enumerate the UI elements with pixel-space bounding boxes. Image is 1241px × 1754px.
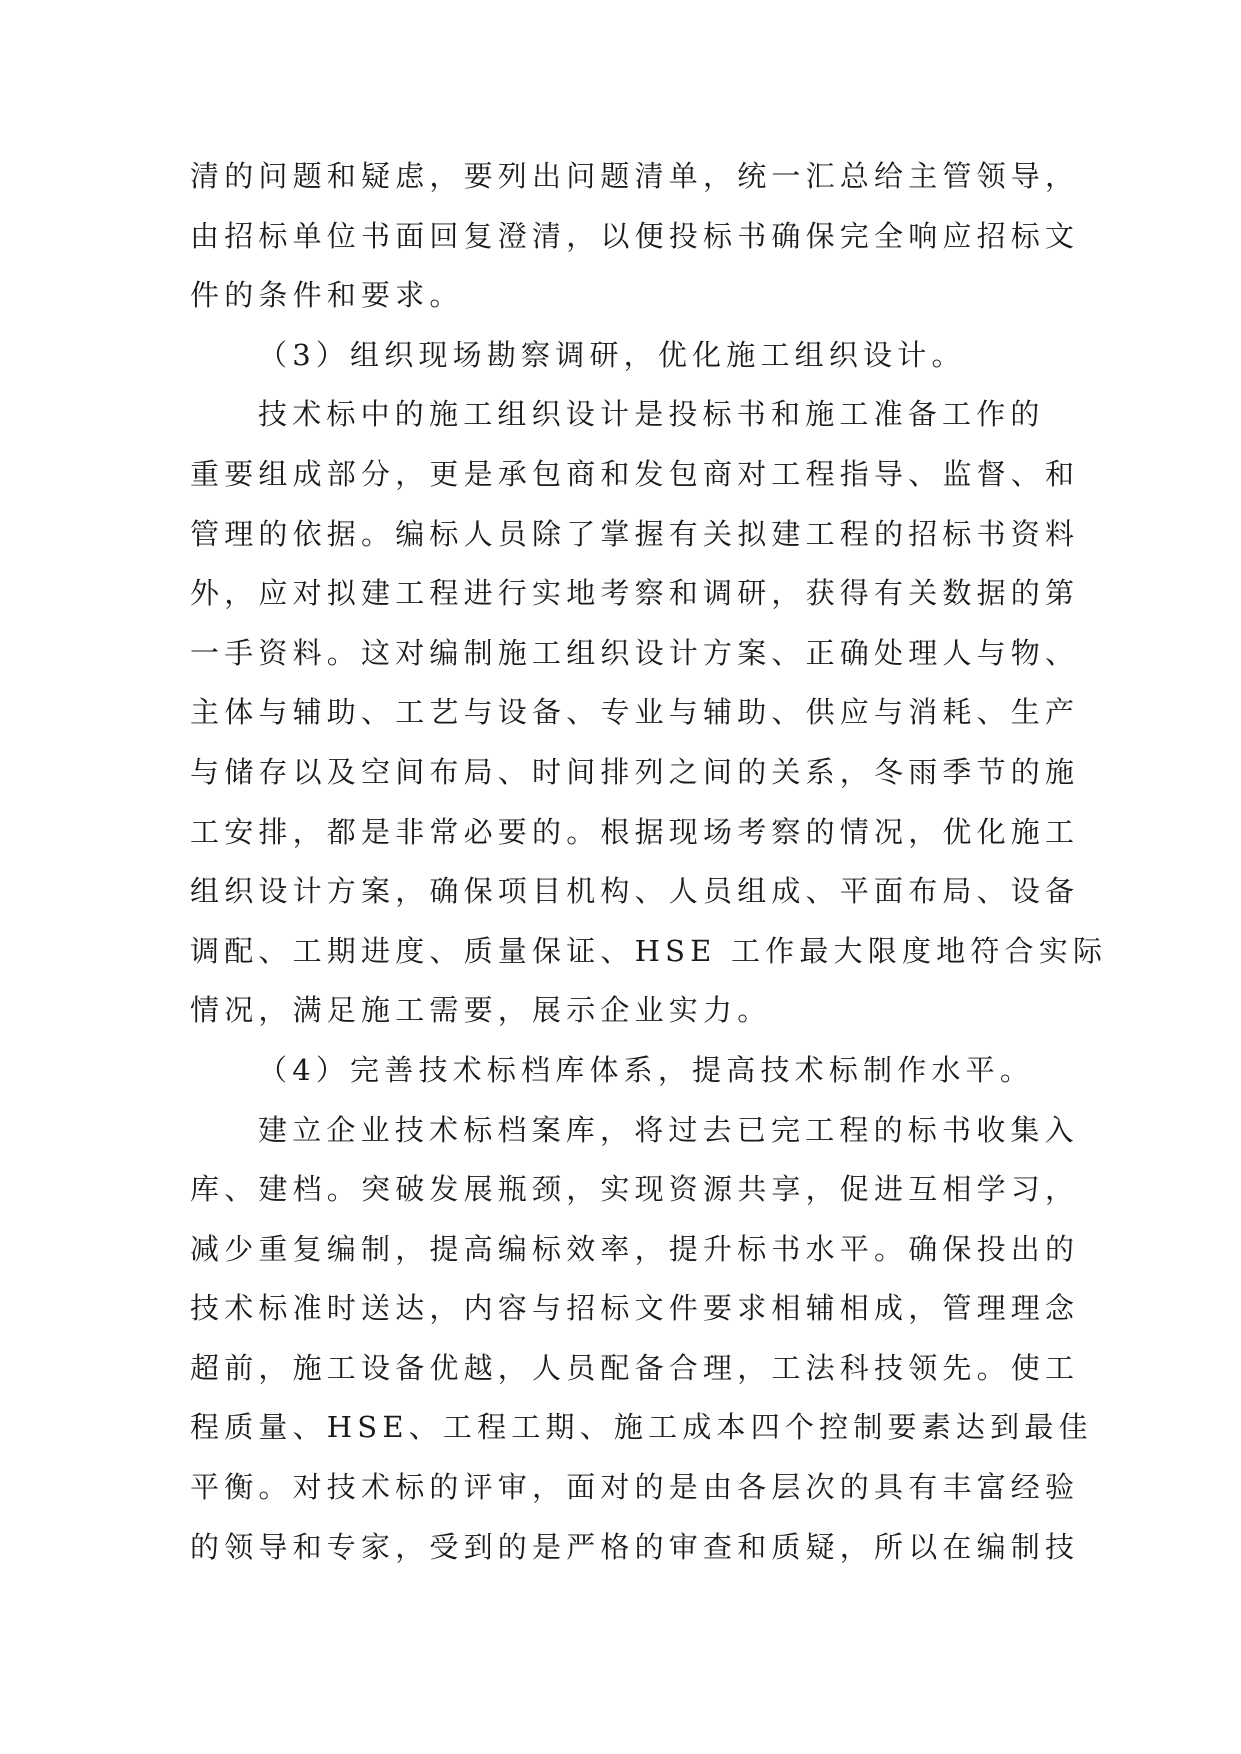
- text-line: 一手资料。这对编制施工组织设计方案、正确处理人与物、: [190, 635, 1080, 670]
- document-body: [190, 147, 1108, 1577]
- text-line: 主体与辅助、工艺与设备、专业与辅助、供应与消耗、生产: [190, 695, 1080, 730]
- text-line: 库、建档。突破发展瓶颈，实现资源共享，促进互相学习，: [190, 1172, 1080, 1207]
- text-line: 程质量、HSE、工程工期、施工成本四个控制要素达到最佳: [190, 1410, 1093, 1445]
- paragraph-first-line: 建立企业技术标档案库，将过去已完工程的标书收集入: [258, 1112, 1079, 1147]
- text-line: 减少重复编制，提高编标效率，提升标书水平。确保投出的: [190, 1231, 1080, 1266]
- text-line: 清的问题和疑虑，要列出问题清单，统一汇总给主管领导，: [190, 159, 1080, 193]
- section-heading-3: （3）组织现场勘察调研，优化施工组织设计。: [258, 337, 966, 372]
- text-line: 与储存以及空间布局、时间排列之间的关系，冬雨季节的施: [190, 754, 1080, 789]
- text-line: 由招标单位书面回复澄清，以便投标书确保完全响应招标文: [190, 218, 1080, 253]
- text-line: 工安排，都是非常必要的。根据现场考察的情况，优化施工: [190, 814, 1080, 849]
- text-line: 件的条件和要求。: [190, 278, 464, 313]
- text-line: 情况，满足施工需要，展示企业实力。: [190, 993, 772, 1028]
- paragraph-first-line: 技术标中的施工组织设计是投标书和施工准备工作的: [258, 397, 1045, 432]
- text-line: 组织设计方案，确保项目机构、人员组成、平面布局、设备: [190, 874, 1080, 909]
- text-line: 平衡。对技术标的评审，面对的是由各层次的具有丰富经验: [190, 1470, 1080, 1505]
- text-line: 管理的依据。编标人员除了掌握有关拟建工程的招标书资料: [190, 516, 1080, 551]
- text-line: 技术标准时送达，内容与招标文件要求相辅相成，管理理念: [190, 1291, 1080, 1326]
- text-line: 超前，施工设备优越，人员配备合理，工法科技领先。使工: [190, 1350, 1080, 1385]
- text-line: 的领导和专家，受到的是严格的审查和质疑，所以在编制技: [190, 1529, 1080, 1564]
- text-line: 调配、工期进度、质量保证、HSE 工作最大限度地符合实际: [190, 933, 1108, 968]
- text-line: 重要组成部分，更是承包商和发包商对工程指导、监督、和: [190, 456, 1080, 491]
- section-heading-4: （4）完善技术标档库体系，提高技术标制作水平。: [258, 1052, 1035, 1087]
- text-line: 外，应对拟建工程进行实地考察和调研，获得有关数据的第: [190, 576, 1080, 611]
